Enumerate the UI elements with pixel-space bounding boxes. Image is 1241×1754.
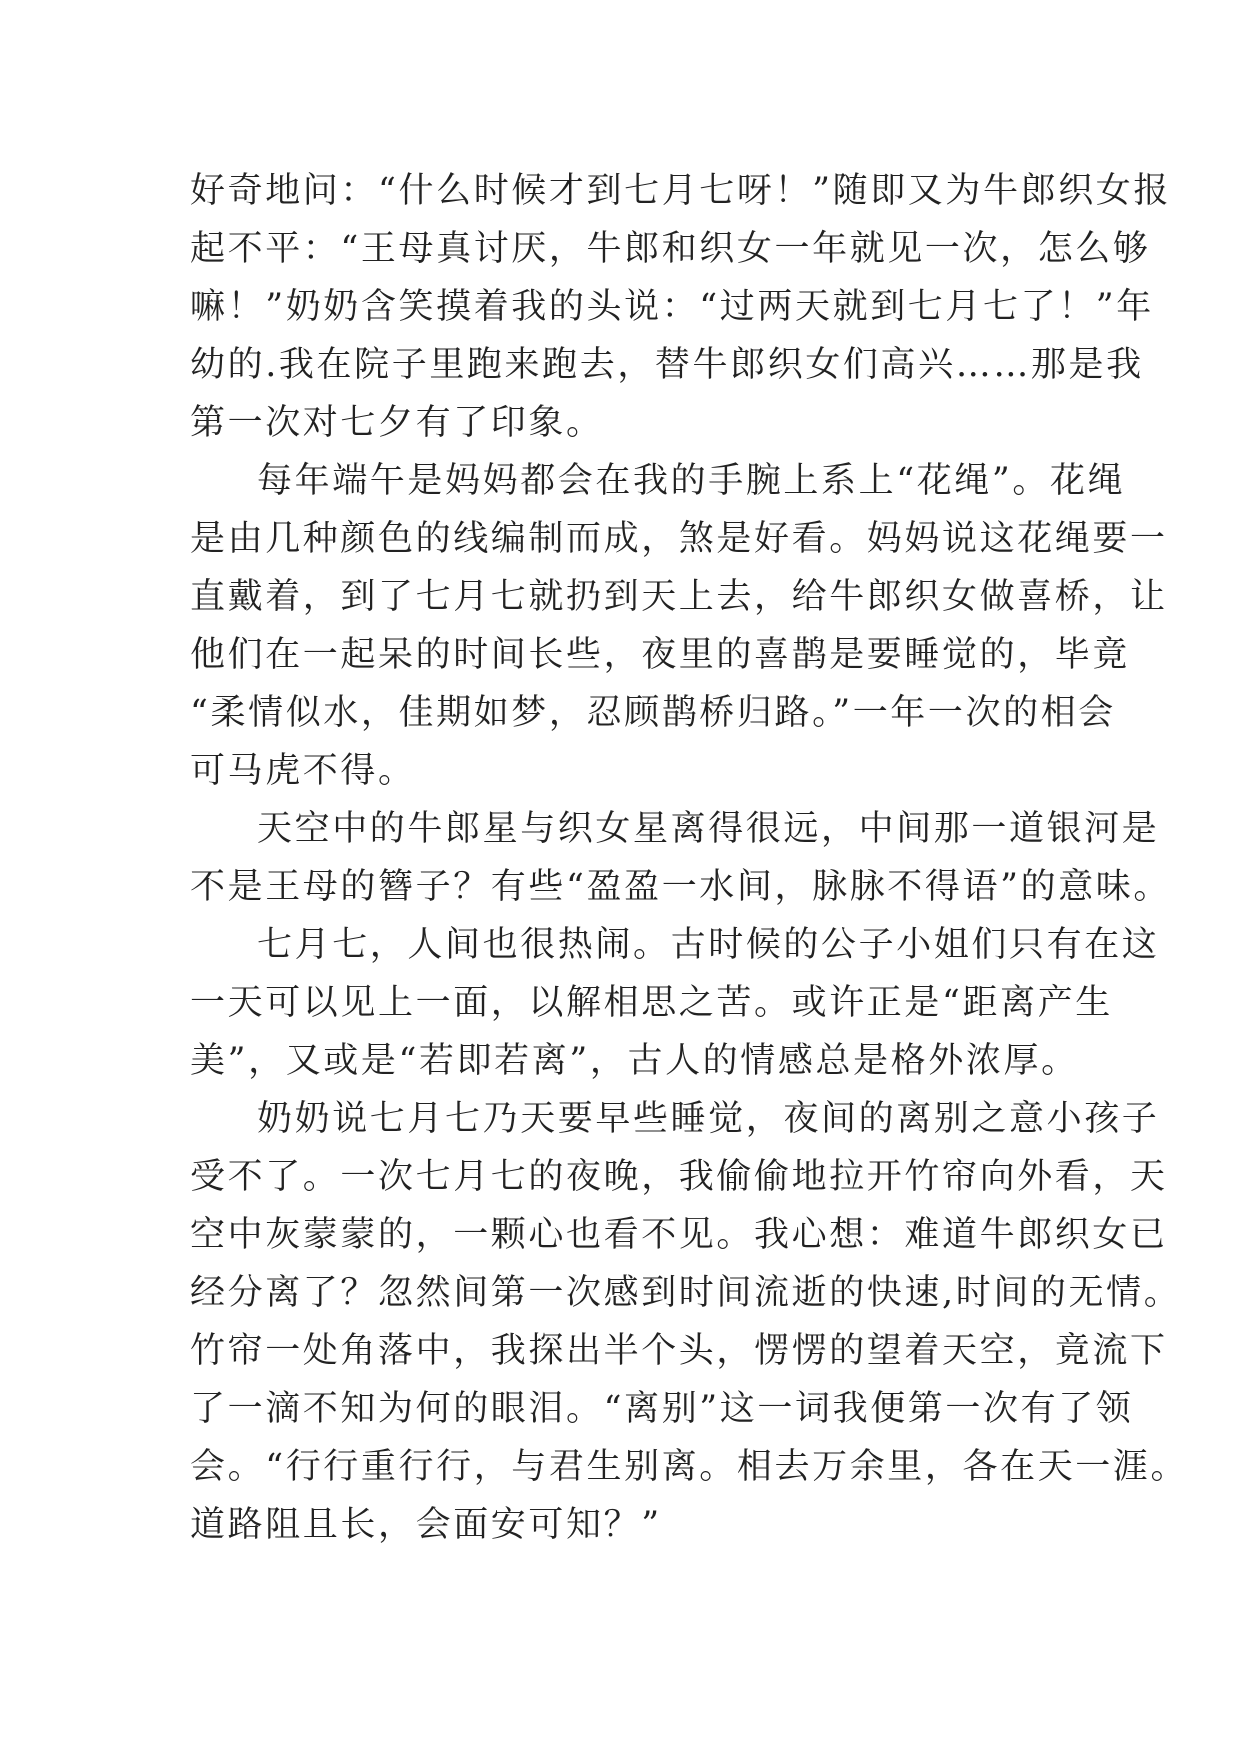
text-line: 会。“行行重行行，与君生别离。相去万余里，各在天一涯。 [190,1447,1189,1487]
text-line: 经分离了？忽然间第一次感到时间流逝的快速,时间的无情。 [190,1273,1182,1313]
text-line: 一天可以见上一面，以解相思之苦。或许正是“距离产生 [190,983,1113,1023]
text-line: 可马虎不得。 [190,751,416,791]
paragraph-first-line: 每年端午是妈妈都会在我的手腕上系上“花绳”。花绳 [257,461,1126,501]
text-line: 是由几种颜色的线编制而成，煞是好看。妈妈说这花绳要一 [190,519,1168,559]
text-line: 起不平：“王母真讨厌，牛郎和织女一年就见一次，怎么够 [190,229,1151,269]
paragraph-first-line: 奶奶说七月七乃天要早些睡觉，夜间的离别之意小孩子 [257,1099,1160,1139]
body-text [190,162,1189,1554]
text-line: 他们在一起呆的时间长些，夜里的喜鹊是要睡觉的，毕竟 [190,635,1131,675]
text-line: 好奇地问：“什么时候才到七月七呀！”随即又为牛郎织女报 [190,171,1171,211]
text-line: 不是王母的簪子？有些“盈盈一水间，脉脉不得语”的意味。 [190,867,1171,907]
paragraph-first-line: 天空中的牛郎星与织女星离得很远，中间那一道银河是 [257,809,1160,849]
text-line: 幼的.我在院子里跑来跑去，替牛郎织女们高兴……那是我 [190,345,1144,385]
text-line: 竹帘一处角落中，我探出半个头，愣愣的望着天空，竟流下 [190,1331,1168,1371]
paragraph-first-line: 七月七，人间也很热闹。古时候的公子小姐们只有在这 [257,925,1160,965]
text-line: 第一次对七夕有了印象。 [190,403,604,443]
text-line: 空中灰蒙蒙的，一颗心也看不见。我心想：难道牛郎织女已 [190,1215,1168,1255]
text-line: 道路阻且长，会面安可知？” [190,1505,662,1545]
text-line: “柔情似水，佳期如梦，忍顾鹊桥归路。”一年一次的相会 [190,693,1116,733]
text-line: 美”，又或是“若即若离”，古人的情感总是格外浓厚。 [190,1041,1079,1081]
text-line: 了一滴不知为何的眼泪。“离别”这一词我便第一次有了领 [190,1389,1134,1429]
text-line: 直戴着，到了七月七就扔到天上去，给牛郎织女做喜桥，让 [190,577,1168,617]
text-line: 嘛！”奶奶含笑摸着我的头说：“过两天就到七月七了！”年 [190,287,1154,327]
text-line: 受不了。一次七月七的夜晚，我偷偷地拉开竹帘向外看，天 [190,1157,1168,1197]
